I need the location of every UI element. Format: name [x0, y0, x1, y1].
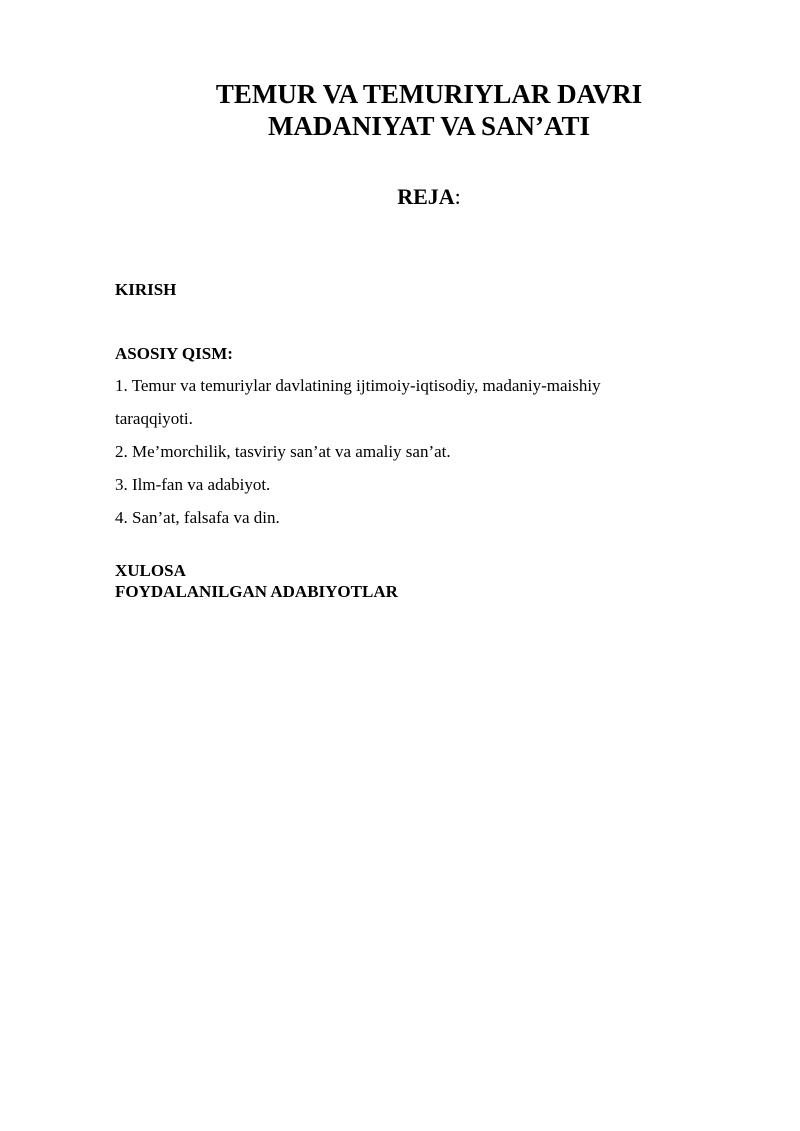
document-title	[140, 78, 718, 142]
conclusion-heading: XULOSA	[115, 561, 186, 580]
plan-item: taraqqiyoti.	[115, 409, 193, 428]
intro-heading: KIRISH	[115, 280, 177, 299]
plan-item: 1. Temur va temuriylar davlatining ijtimoiy-iqtisodiy, madaniy-maishiy	[115, 376, 601, 395]
plan-colon: :	[454, 184, 461, 209]
plan-items-list	[115, 369, 695, 534]
main-part-heading: ASOSIY QISM:	[115, 344, 233, 363]
title-line-2: MADANIYAT VA SAN’ATI	[267, 111, 591, 141]
plan-label: REJA	[397, 184, 455, 209]
plan-item: 4. San’at, falsafa va din.	[115, 508, 280, 527]
plan-heading	[140, 184, 718, 210]
plan-item: 2. Me’morchilik, tasviriy san’at va amaliy san’at.	[115, 442, 451, 461]
plan-item: 3. Ilm-fan va adabiyot.	[115, 475, 271, 494]
title-line-1: TEMUR VA TEMURIYLAR DAVRI	[215, 79, 643, 109]
references-heading: FOYDALANILGAN ADABIYOTLAR	[115, 582, 398, 601]
